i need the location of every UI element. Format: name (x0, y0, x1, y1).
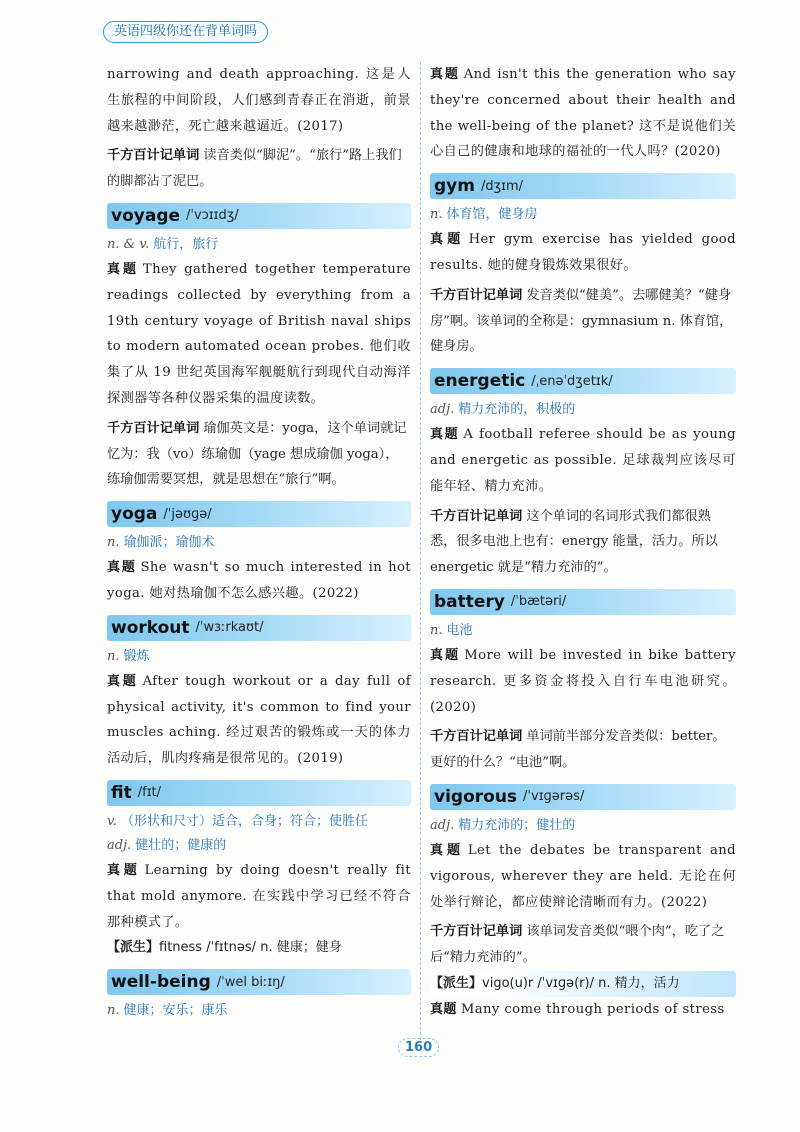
headword: energetic (434, 371, 526, 392)
definition-text: 电池 (446, 622, 473, 638)
phonetic: /ˈwɜːrkaʊt/ (195, 620, 264, 636)
phonetic: /ˌenəˈdʒetɪk/ (531, 373, 613, 389)
part-of-speech: n. (430, 207, 443, 223)
example-sentence (107, 669, 411, 772)
derivation (107, 935, 411, 961)
tip-label: 千方百计记单词 (430, 508, 523, 524)
phonetic: /ˈvɔɪɪdʒ/ (186, 208, 239, 224)
example-label: 真题 (107, 862, 141, 878)
book-title-tab: 英语四级你还在背单词吗 (103, 21, 268, 43)
definition-text: 健康；安乐；康乐 (123, 1003, 228, 1019)
derivation-label: 【派生】 (107, 940, 160, 956)
headword: yoga (111, 504, 158, 525)
tip-text: 该单词发音类似“喂个肉”，吃了之后“精力充沛的”。 (430, 924, 725, 966)
definition (107, 645, 411, 669)
tip-label: 千方百计记单词 (107, 148, 200, 164)
tip-text: 瑜伽英文是：yoga，这个单词就记忆为：我（vo）练瑜伽（yage 想成瑜伽 yoga），练瑜伽需要冥想，就是思想在“旅行”啊。 (107, 420, 407, 488)
example-label: 真题 (107, 673, 139, 689)
headword: voyage (111, 205, 181, 226)
definition (107, 999, 411, 1023)
part-of-speech: n. (107, 648, 120, 664)
part-of-speech: n. (107, 535, 120, 551)
headword: fit (111, 782, 132, 803)
continued-example: narrowing and death approaching. 这是人生旅程的中间阶段，人们感到青春正在消逝，前景越来越渺茫，死亡越来越逼近。(2017) (107, 67, 411, 134)
entry-header-yoga (107, 501, 411, 527)
definition-text: 健壮的；健康的 (135, 837, 227, 853)
part-of-speech: adj. (430, 817, 455, 833)
part-of-speech: n. & v. (107, 236, 150, 252)
example-sentence (430, 227, 736, 279)
example-sentence (430, 62, 736, 165)
example-sentence (107, 257, 411, 412)
definition (107, 810, 411, 834)
example-sentence (107, 858, 411, 935)
definition-text: 精力充沛的，积极的 (458, 402, 576, 418)
tip-text: 发音类似“健美”。去哪健美？“健身房”啊。该单词的全称是：gymnasium n. 体育馆，健身房。 (430, 287, 733, 355)
memory-tip (430, 724, 736, 776)
headword: vigorous (434, 786, 518, 807)
example-text: Let the debates be transparent and vigorous, wherever they are held. 无论在何处举行辩论，都应使辩论清晰而有力。(2022) (430, 842, 736, 910)
phonetic: /ˈbætəri/ (510, 594, 567, 610)
tip-label: 千方百计记单词 (430, 729, 523, 745)
definition-text: （形状和尺寸）适合，合身；符合；使胜任 (120, 813, 368, 829)
phonetic: /dʒɪm/ (480, 178, 523, 194)
headword: battery (434, 591, 505, 612)
tip-text: 这个单词的名词形式我们都很熟悉，很多电池上也有：energy 能量，活力。所以 energetic 就是“精力充沛的”。 (430, 508, 718, 576)
memory-tip (430, 283, 736, 360)
example-label: 真题 (430, 842, 464, 858)
phonetic: /ˈjəʊɡə/ (163, 506, 212, 522)
derivation-text: fitness /ˈfɪtnəs/ n. 健康；健身 (159, 940, 342, 956)
definition (430, 398, 736, 422)
left-column (107, 62, 411, 1023)
part-of-speech: n. (430, 622, 443, 638)
page-number: 160 (398, 1038, 439, 1057)
entry-header-well-being (107, 969, 411, 995)
phonetic: /fɪt/ (137, 785, 161, 801)
derivation-label: 【派生】 (430, 975, 483, 991)
entry-header-voyage (107, 203, 411, 229)
definition (107, 531, 411, 555)
example-sentence (430, 643, 736, 720)
definition-text: 锻炼 (123, 648, 150, 664)
entry-header-energetic (430, 368, 736, 394)
right-column (430, 62, 736, 1023)
definition (107, 834, 411, 858)
example-text: They gathered together temperature readings collected by everything from a 19th century voyage of British naval ships to modern automated ocean probes. 他们收集了从 19 世纪英国海军舰艇航行到现代自动海洋探测器等各种仪器采集的温度读数。 (107, 261, 411, 406)
example-label: 真题 (107, 560, 137, 576)
derivation (430, 971, 736, 997)
tip-label: 千方百计记单词 (107, 420, 200, 436)
example-label: 真题 (107, 261, 139, 277)
example-text: Her gym exercise has yielded good results. 她的健身锻炼效果很好。 (430, 232, 736, 273)
definition (430, 203, 736, 227)
definition (430, 814, 736, 838)
example-label: 真题 (430, 1001, 457, 1017)
definition (107, 233, 411, 257)
derivation-text: vigo(u)r /ˈvɪɡə(r)/ n. 精力，活力 (482, 975, 680, 991)
phonetic: /ˈwel biːɪŋ/ (216, 974, 285, 990)
definition-text: 航行，旅行 (153, 236, 219, 252)
example-label: 真题 (430, 647, 461, 663)
definition-text: 瑜伽派；瑜伽术 (123, 535, 215, 551)
definition (430, 619, 736, 643)
part-of-speech: n. (107, 1003, 120, 1019)
tip-text: 单词前半部分发音类似：better。更好的什么？“电池”啊。 (430, 729, 726, 771)
memory-tip (107, 143, 411, 195)
example-text: And isn't this the generation who say they're concerned about their health and the well-being of the planet? 这不是说他们关心自己的健康和地球的福祉的一代人吗？(2020) (430, 67, 736, 160)
column-divider (420, 62, 421, 1040)
example-label: 真题 (430, 67, 460, 82)
memory-tip (107, 416, 411, 493)
example-text: Many come through periods of stress (460, 1001, 725, 1017)
part-of-speech: v. (107, 813, 117, 829)
example-text: More will be invested in bike battery research. 更多资金将投入自行车电池研究。(2020) (430, 647, 736, 715)
definition-text: 体育馆，健身房 (446, 207, 538, 223)
part-of-speech: adj. (107, 837, 132, 853)
phonetic: /ˈvɪɡərəs/ (523, 789, 585, 805)
part-of-speech: adj. (430, 402, 455, 418)
entry-header-workout (107, 615, 411, 641)
tip-text: 读音类似“脚泥”。“旅行”路上我们的脚都沾了泥巴。 (107, 148, 402, 190)
example-text: She wasn't so much interested in hot yoga. 她对热瑜伽不怎么感兴趣。(2022) (107, 560, 411, 601)
tip-label: 千方百计记单词 (430, 924, 523, 940)
headword: gym (434, 176, 475, 197)
example-label: 真题 (430, 232, 465, 248)
entry-header-fit (107, 780, 411, 806)
entry-header-battery (430, 589, 736, 615)
memory-tip (430, 504, 736, 581)
example-text: Learning by doing doesn't really fit that mold anymore. 在实践中学习已经不符合那种模式了。 (107, 862, 411, 930)
memory-tip (430, 919, 736, 971)
example-label: 真题 (430, 427, 460, 443)
example-sentence (107, 555, 411, 607)
example-text: After tough workout or a day full of physical activity, it's common to find your muscles aching. 经过艰苦的锻炼或一天的体力活动后，肌肉疼痛是很常见的。(2019) (107, 673, 411, 767)
entry-header-vigorous (430, 784, 736, 810)
example-sentence (430, 838, 736, 915)
entry-header-gym (430, 173, 736, 199)
example-sentence (430, 997, 736, 1023)
definition-text: 精力充沛的；健壮的 (458, 817, 576, 833)
headword: well-being (111, 972, 211, 993)
example-text: A football referee should be as young and energetic as possible. 足球裁判应该尽可能年轻、精力充沛。 (430, 427, 736, 494)
example-sentence (430, 422, 736, 499)
headword: workout (111, 617, 190, 638)
tip-label: 千方百计记单词 (430, 287, 523, 303)
